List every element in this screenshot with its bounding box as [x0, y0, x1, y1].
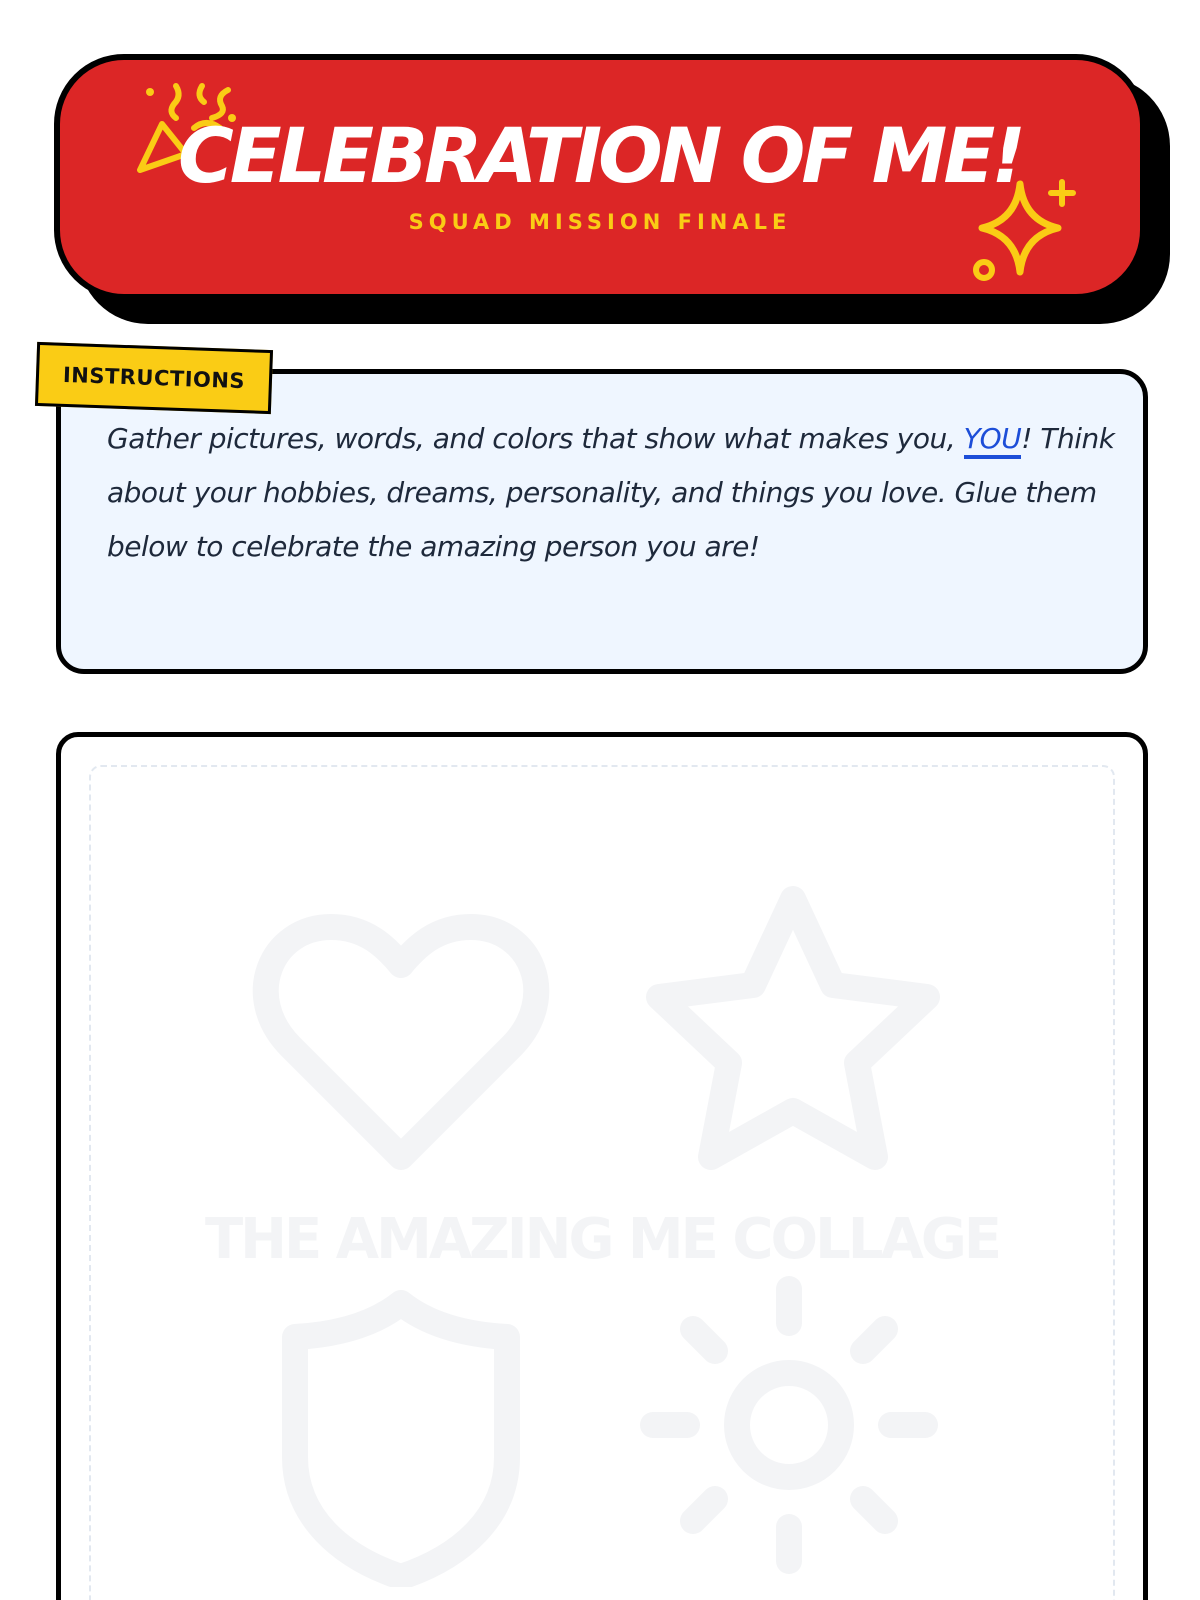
star-icon [643, 885, 943, 1175]
page-subtitle: SQUAD MISSION FINALE [408, 210, 792, 234]
you-highlight: YOU [964, 422, 1022, 459]
collage-area [56, 732, 1148, 1600]
collage-dashed-area [89, 765, 1115, 1600]
sparkle-icon [970, 178, 1080, 288]
heart-icon [251, 907, 551, 1177]
shield-icon [271, 1287, 531, 1587]
instructions-text-start: Gather pictures, words, and colors that show what makes you, [107, 422, 964, 455]
instructions-text [107, 412, 1117, 574]
instructions-panel [56, 369, 1148, 674]
page-title: CELEBRATION OF ME! [177, 111, 1022, 200]
instructions-text-end: ! Think about your hobbies, dreams, personality, and things you love. Glue them below to celebrate the amazing person you are! [107, 422, 1115, 563]
instructions-tag: INSTRUCTIONS [35, 342, 273, 414]
header-banner [54, 54, 1146, 300]
collage-watermark: THE AMAZING ME COLLAGE [204, 1207, 1000, 1272]
sun-icon [639, 1275, 939, 1575]
